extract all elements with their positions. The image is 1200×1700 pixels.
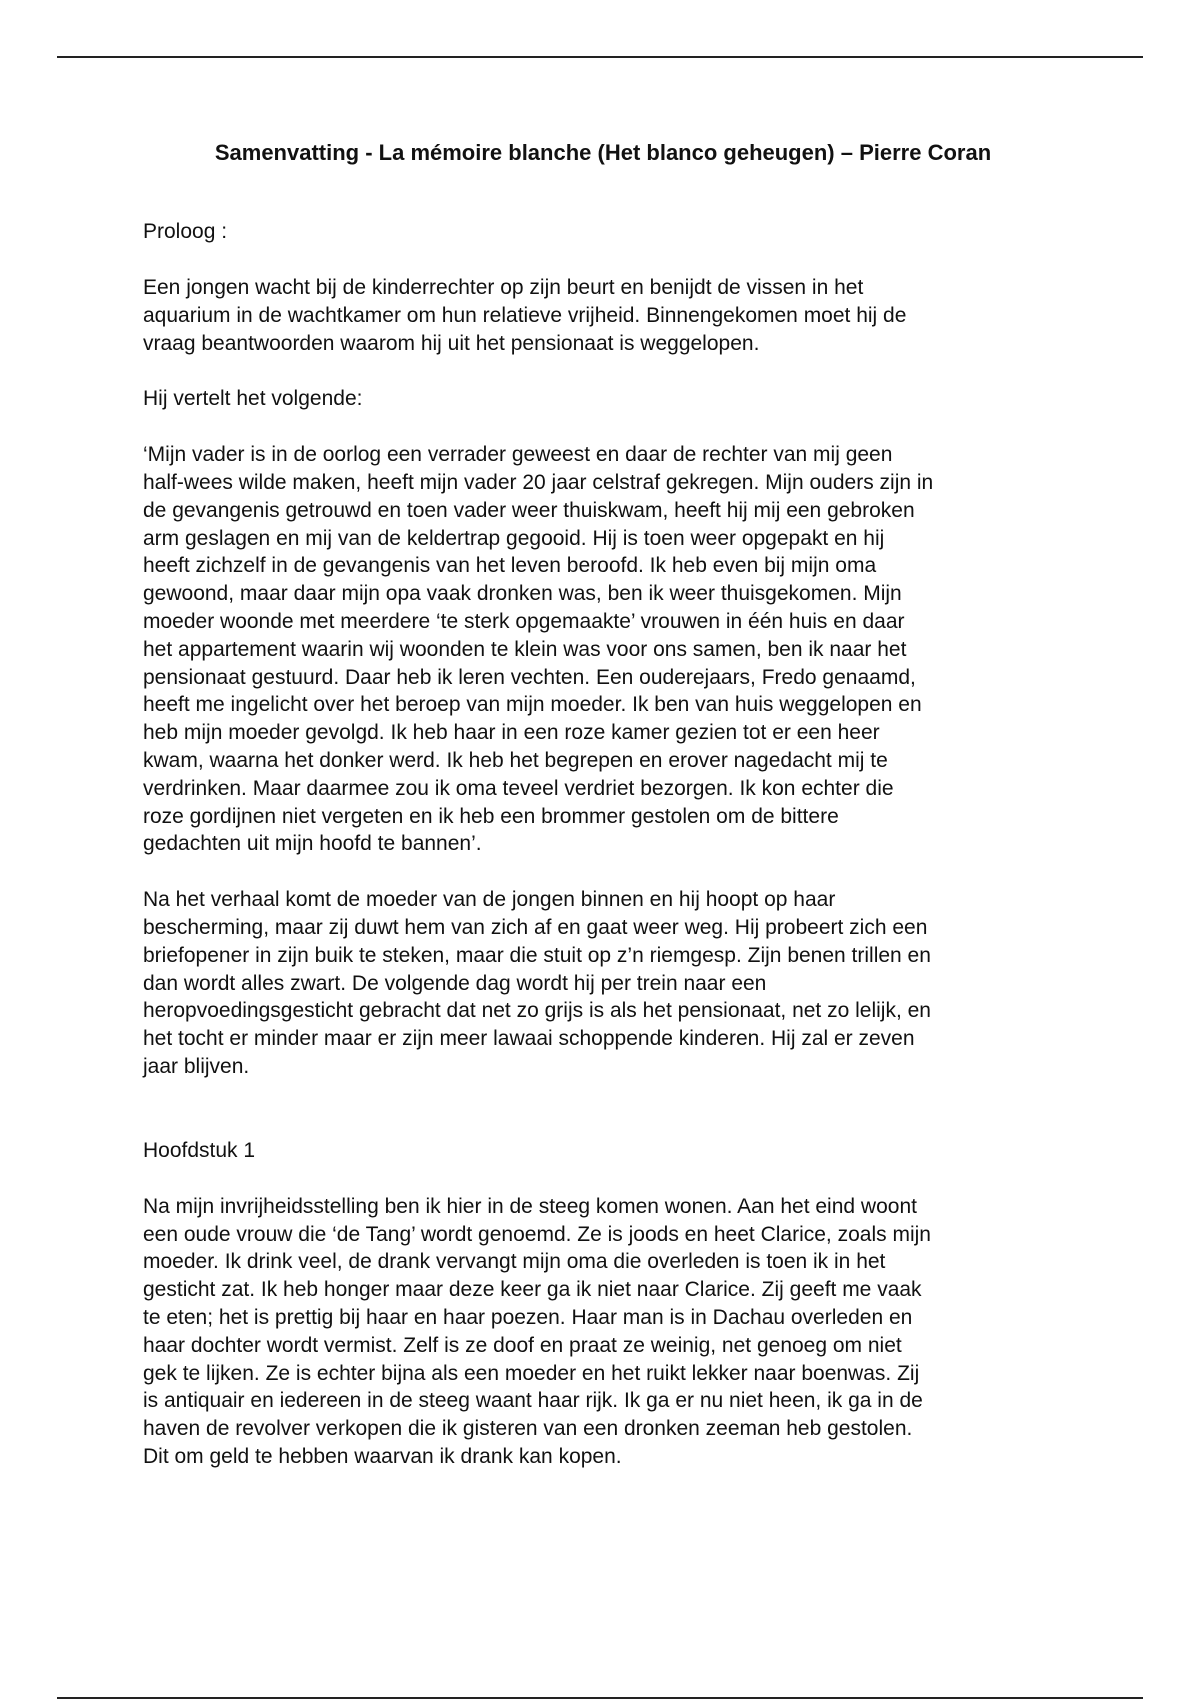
- text-line: haar dochter wordt vermist. Zelf is ze doof en praat ze weinig, net genoeg om niet: [143, 1333, 902, 1357]
- prolog-paragraph-4: [143, 886, 1063, 1081]
- prolog-heading: Proloog :: [143, 220, 228, 243]
- text-line: pensionaat gestuurd. Daar heb ik leren vechten. Een ouderejaars, Fredo genaamd,: [143, 665, 916, 689]
- text-line: Een jongen wacht bij de kinderrechter op zijn beurt en benijdt de vissen in het: [143, 276, 864, 299]
- text-line: heeft me ingelicht over het beroep van mijn moeder. Ik ben van huis weggelopen en: [143, 693, 922, 717]
- text-line: ‘Mijn vader is in de oorlog een verrader geweest en daar de rechter van mij geen: [143, 443, 893, 467]
- text-line: Na het verhaal komt de moeder van de jongen binnen en hij hoopt op haar: [143, 888, 836, 912]
- text-line: aquarium in de wachtkamer om hun relatieve vrijheid. Binnengekomen moet hij de: [143, 303, 907, 327]
- text-line: een oude vrouw die ‘de Tang’ wordt genoemd. Ze is joods en heet Clarice, zoals mijn: [143, 1222, 931, 1246]
- text-line: gewoond, maar daar mijn opa vaak dronken was, ben ik weer thuisgekomen. Mijn: [143, 582, 902, 606]
- text-line: kwam, waarna het donker werd. Ik heb het begrepen en erover nagedacht mij te: [143, 748, 888, 772]
- text-line: Hij vertelt het volgende:: [143, 387, 363, 411]
- document-title: Samenvatting - La mémoire blanche (Het blanco geheugen) – Pierre Coran: [214, 140, 992, 165]
- text-line: Na mijn invrijheidsstelling ben ik hier in de steeg komen wonen. Aan het eind woont: [143, 1194, 917, 1218]
- bottom-rule: [57, 1697, 1143, 1699]
- text-line: heb mijn moeder gevolgd. Ik heb haar in een roze kamer gezien tot er een heer: [143, 721, 880, 745]
- text-line: het appartement waarin wij woonden te klein was voor ons samen, ben ik naar het: [143, 637, 907, 661]
- text-line: de gevangenis getrouwd en toen vader weer thuiskwam, heeft hij mij een gebroken: [143, 498, 915, 522]
- chapter-1-heading: Hoofdstuk 1: [143, 1138, 256, 1162]
- text-line: arm geslagen en mij van de keldertrap gegooid. Hij is toen weer opgepakt en hij: [143, 526, 885, 550]
- prolog-paragraph-3: [143, 441, 1063, 858]
- prolog-paragraph-2: [143, 385, 1063, 413]
- top-rule: [57, 56, 1143, 58]
- text-line: heropvoedingsgesticht gebracht dat net zo grijs is als het pensionaat, net zo lelijk, en: [143, 999, 931, 1023]
- chapter-1-paragraph-1: [143, 1193, 1063, 1471]
- document-body: [143, 140, 1063, 1499]
- text-line: het tocht er minder maar er zijn meer lawaai schoppende kinderen. Hij zal er zeven: [143, 1027, 915, 1051]
- text-line: is antiquair en iedereen in de steeg waant haar rijk. Ik ga er nu niet heen, ik ga in de: [143, 1389, 923, 1413]
- text-line: moeder woonde met meerdere ‘te sterk opgemaakte’ vrouwen in één huis en daar: [143, 609, 905, 633]
- text-line: dan wordt alles zwart. De volgende dag wordt hij per trein naar een: [143, 971, 767, 995]
- text-line: gesticht zat. Ik heb honger maar deze keer ga ik niet naar Clarice. Zij geeft me vaak: [143, 1278, 922, 1302]
- text-line: te eten; het is prettig bij haar en haar poezen. Haar man is in Dachau overleden en: [143, 1305, 913, 1329]
- text-line: haven de revolver verkopen die ik gisteren van een dronken zeeman heb gestolen.: [143, 1417, 913, 1441]
- text-line: heeft zichzelf in de gevangenis van het leven beroofd. Ik heb even bij mijn oma: [143, 554, 877, 578]
- text-line: Dit om geld te hebben waarvan ik drank kan kopen.: [143, 1444, 622, 1468]
- text-line: moeder. Ik drink veel, de drank vervangt mijn oma die overleden is toen ik in het: [143, 1250, 886, 1274]
- text-line: jaar blijven.: [143, 1054, 250, 1078]
- text-line: verdrinken. Maar daarmee zou ik oma teveel verdriet bezorgen. Ik kon echter die: [143, 776, 894, 800]
- section-spacer: [143, 1109, 1063, 1137]
- text-line: half-wees wilde maken, heeft mijn vader 20 jaar celstraf gekregen. Mijn ouders zijn in: [143, 470, 934, 494]
- prolog-paragraph-1: [143, 274, 1063, 357]
- text-line: roze gordijnen niet vergeten en ik heb een brommer gestolen om de bittere: [143, 804, 839, 828]
- text-line: gedachten uit mijn hoofd te bannen’.: [143, 832, 482, 856]
- text-line: vraag beantwoorden waarom hij uit het pensionaat is weggelopen.: [143, 331, 760, 355]
- text-line: bescherming, maar zij duwt hem van zich af en gaat weer weg. Hij probeert zich een: [143, 915, 928, 939]
- text-line: gek te lijken. Ze is echter bijna als een moeder en het ruikt lekker naar boenwas. Zij: [143, 1361, 920, 1385]
- text-line: briefopener in zijn buik te steken, maar die stuit op z’n riemgesp. Zijn benen trillen en: [143, 943, 931, 967]
